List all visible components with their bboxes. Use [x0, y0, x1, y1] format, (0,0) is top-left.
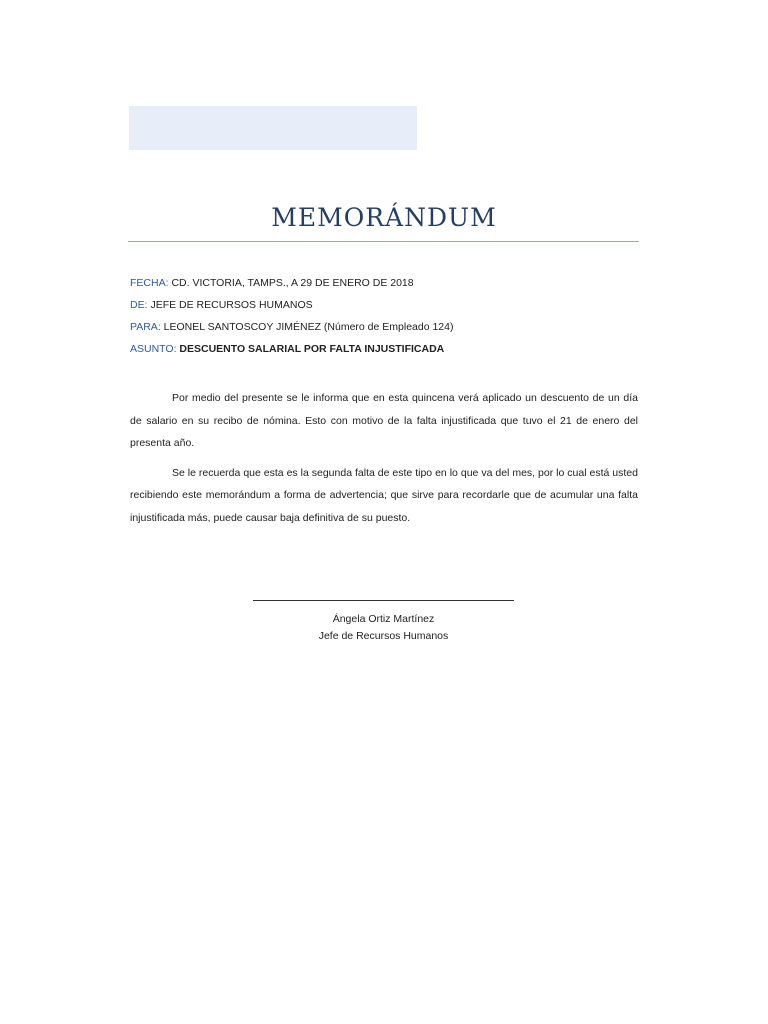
- memo-header-fields: [130, 272, 640, 360]
- field-asunto-label: ASUNTO:: [130, 343, 177, 355]
- signature-block: [253, 611, 514, 645]
- logo-placeholder: [129, 106, 417, 150]
- field-de-value: JEFE DE RECURSOS HUMANOS: [150, 299, 313, 311]
- field-para-value: LEONEL SANTOSCOY JIMÉNEZ (Número de Empleado 124): [163, 321, 454, 333]
- body-paragraph-1: Por medio del presente se le informa que en esta quincena verá aplicado un descuento de un día de salario en su recibo de nómina. Esto con motivo de la falta injustificada que tuvo el 21 de enero del presenta año.: [130, 392, 638, 449]
- field-para-label: PARA:: [130, 321, 161, 333]
- signature-position: Jefe de Recursos Humanos: [318, 630, 449, 642]
- field-asunto: [130, 338, 640, 360]
- body-paragraph-2: Se le recuerda que esta es la segunda falta de este tipo en lo que va del mes, por lo cual está usted recibiendo este memorándum a forma de advertencia; que sirve para recordarle que de acumular una falta injustificada más, puede causar baja definitiva de su puesto.: [130, 466, 638, 524]
- field-para: [130, 316, 640, 338]
- field-de-label: DE:: [130, 299, 148, 311]
- field-fecha-value: CD. VICTORIA, TAMPS., A 29 DE ENERO DE 2018: [171, 277, 414, 289]
- field-asunto-value: DESCUENTO SALARIAL POR FALTA INJUSTIFICADA: [179, 343, 445, 355]
- memo-title: MEMORÁNDUM: [271, 203, 497, 232]
- field-fecha-label: FECHA:: [130, 277, 169, 289]
- memo-body: [130, 387, 638, 536]
- field-de: [130, 294, 640, 316]
- signature-line: [253, 600, 514, 601]
- title-divider: [128, 241, 639, 242]
- signature-name: Ángela Ortiz Martínez: [332, 613, 435, 625]
- field-fecha: [130, 272, 640, 294]
